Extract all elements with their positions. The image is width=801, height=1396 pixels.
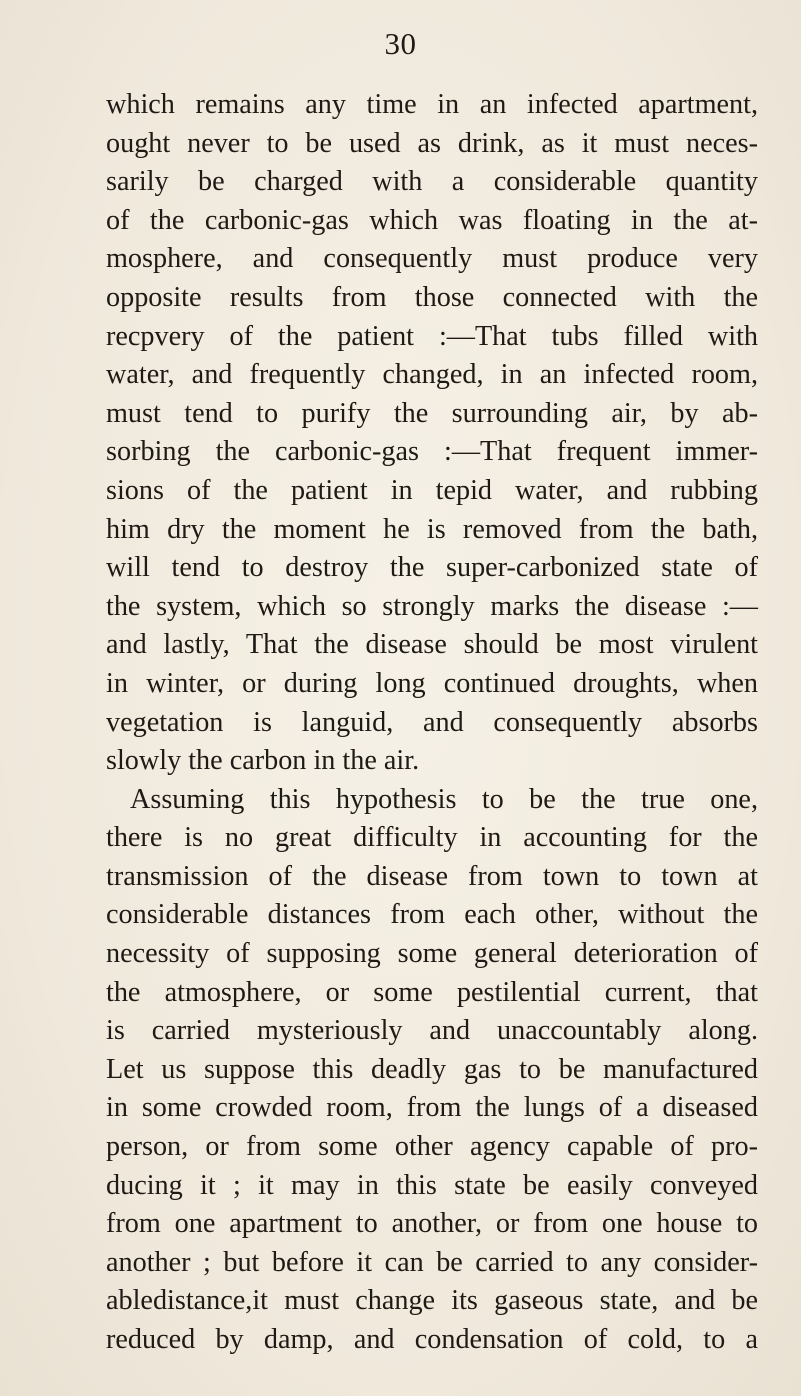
- text-line: Let us suppose this deadly gas to be manufactured: [106, 1053, 758, 1085]
- page-number: 30: [384, 26, 417, 61]
- text-line: is carried mysteriously and unaccountably along.: [106, 1015, 758, 1047]
- text-line: abledistance,it must change its gaseous state, and be: [106, 1285, 758, 1317]
- text-line: transmission of the disease from town to town at: [106, 860, 758, 892]
- text-line: sorbing the carbonic-gas :—That frequent immer-: [106, 436, 758, 468]
- text-line: necessity of supposing some general deterioration of: [106, 938, 758, 970]
- text-line: there is no great difficulty in accounting for the: [106, 822, 758, 854]
- text-line: from one apartment to another, or from one house to: [106, 1208, 758, 1240]
- text-line: another ; but before it can be carried to any consider-: [106, 1246, 758, 1278]
- text-line: the system, which so strongly marks the disease :—: [106, 590, 758, 622]
- text-line: considerable distances from each other, without the: [106, 899, 758, 931]
- text-line: mosphere, and consequently must produce very: [106, 243, 758, 275]
- text-line: person, or from some other agency capable of pro-: [106, 1131, 758, 1163]
- text-line: in winter, or during long continued droughts, when: [106, 667, 758, 699]
- text-line: which remains any time in an infected apartment,: [106, 89, 758, 120]
- text-line: will tend to destroy the super-carbonized state of: [106, 552, 758, 584]
- text-line: ducing it ; it may in this state be easily conveyed: [106, 1169, 758, 1201]
- text-line: vegetation is languid, and consequently absorbs: [106, 706, 758, 738]
- text-line: must tend to purify the surrounding air, by ab-: [106, 397, 758, 429]
- text-line: the atmosphere, or some pestilential current, that: [106, 976, 758, 1008]
- text-line: sions of the patient in tepid water, and rubbing: [106, 474, 758, 506]
- paragraph-end-line: slowly the carbon in the air.: [106, 745, 420, 777]
- text-line: ought never to be used as drink, as it must neces-: [106, 127, 758, 159]
- text-line: opposite results from those connected with the: [106, 281, 758, 313]
- text-line: him dry the moment he is removed from the bath,: [106, 513, 758, 545]
- text-line: water, and frequently changed, in an infected room,: [106, 359, 758, 391]
- text-line: and lastly, That the disease should be most virulent: [106, 629, 758, 661]
- text-line: reduced by damp, and condensation of cold, to a: [106, 1324, 758, 1355]
- body-text: [106, 86, 758, 1360]
- text-line: in some crowded room, from the lungs of a diseased: [106, 1092, 758, 1124]
- paragraph-start-line: Assuming this hypothesis to be the true one,: [130, 783, 758, 815]
- text-line: sarily be charged with a considerable quantity: [106, 166, 758, 198]
- text-line: recpvery of the patient :—That tubs filled with: [106, 320, 758, 352]
- text-line: of the carbonic-gas which was floating in the at-: [106, 204, 758, 236]
